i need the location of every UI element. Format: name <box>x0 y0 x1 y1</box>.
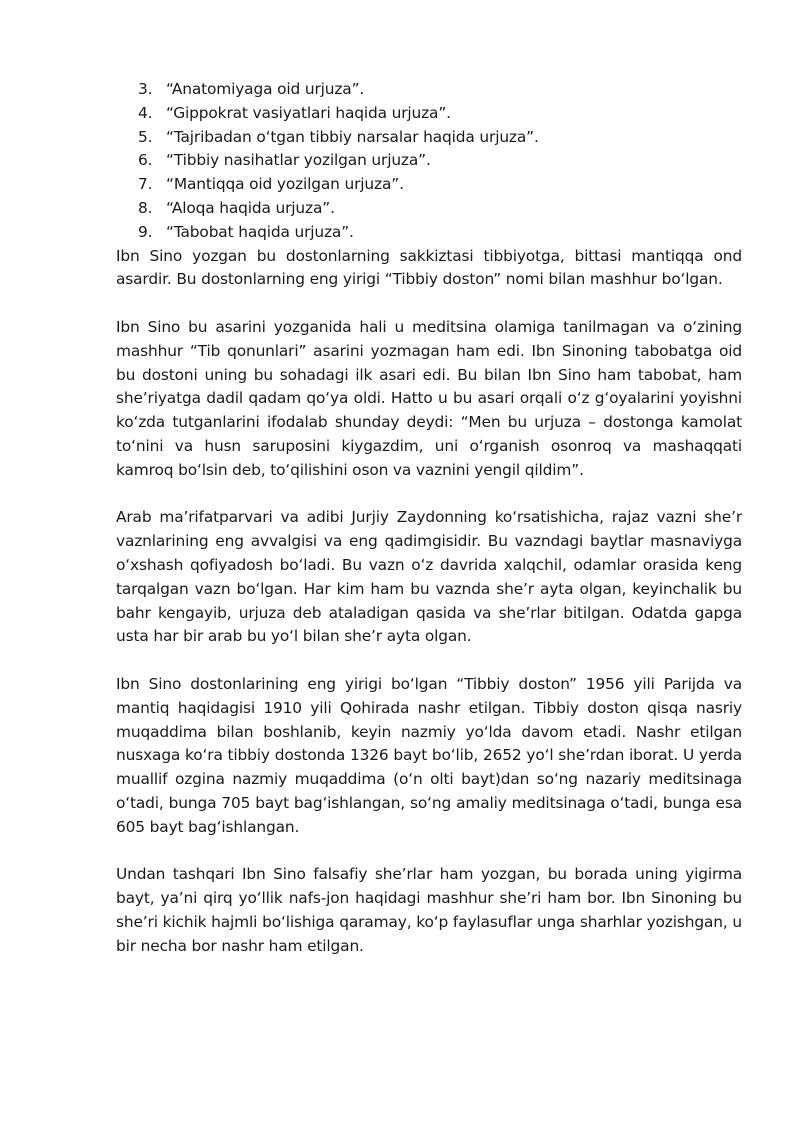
document-page <box>116 78 742 982</box>
list-item <box>138 78 742 102</box>
list-item <box>138 197 742 221</box>
paragraph-3: Arab maʼrifatparvari va adibi Jurjiy Zaydonning koʻrsatishicha, rajaz vazni sheʼr vaznlarining eng avvalgisi va eng qadimgisidir. Bu vazndagi baytlar masnaviyga oʻxshash qofiyadosh boʻladi. Bu vazn oʻz davrida xalqchil, odamlar orasida keng tarqalgan vazn boʻlgan. Har kim ham bu vaznda sheʼr ayta olgan, keyinchalik bu bahr kengayib, urjuza deb ataladigan qasida va sheʼrlar bitilgan. Odatda gapga usta har bir arab bu yoʻl bilan sheʼr ayta olgan. <box>116 508 742 646</box>
numbered-list <box>116 78 742 245</box>
paragraph-2: Ibn Sino bu asarini yozganida hali u meditsina olamiga tanilmagan va oʻzining mashhur “Tib qonunlari” asarini yozmagan ham edi. Ibn Sinoning tabobatga oid bu dostoni uning bu sohadagi ilk asari edi. Bu bilan Ibn Sino ham tabobat, ham sheʼriyatga dadil qadam qoʻya oldi. Hatto u bu asari orqali oʻz gʻoyalarini yoyishni koʻzda tutganlarini ifodalab shunday deydi: “Men bu urjuza – dostonga kamolat toʻnini va husn saruposini kiygazdim, uni oʻrganish osonroq va mashaqqati kamroq boʻlsin deb, toʻqilishini oson va vaznini yengil qildim”. <box>116 317 742 479</box>
list-item-number: 3. <box>138 80 153 98</box>
paragraph-5: Undan tashqari Ibn Sino falsafiy sheʼrlar ham yozgan, bu borada uning yigirma bayt, yaʼni qirq yoʻllik nafs-jon haqidagi mashhur sheʼri ham bor. Ibn Sinoning bu sheʼri kichik hajmli boʻlishiga qaramay, koʻp faylasuflar unga sharhlar yozishgan, u bir necha bor nashr ham etilgan. <box>116 865 742 955</box>
list-item <box>138 149 742 173</box>
list-item-text: “Tabobat haqida urjuza”. <box>166 222 354 241</box>
paragraph-1: Ibn Sino yozgan bu dostonlarning sakkiztasi tibbiyotga, bittasi mantiqqa ond asardir. Bu dostonlarning eng yirigi “Tibbiy doston” nomi bilan mashhur boʻlgan. <box>116 246 742 289</box>
list-item <box>138 221 742 245</box>
list-item <box>138 126 742 150</box>
list-item-text: “Mantiqqa oid yozilgan urjuza”. <box>166 175 404 194</box>
list-item-number: 7. <box>138 175 153 194</box>
list-item-number: 8. <box>138 198 153 217</box>
list-item <box>138 102 742 126</box>
paragraph-4: Ibn Sino dostonlarining eng yirigi boʻlgan “Tibbiy doston” 1956 yili Parijda va mantiq haqidagisi 1910 yili Qohirada nashr etilgan. Tibbiy doston qisqa nasriy muqaddima bilan boshlanib, keyin nazmiy yoʻlda davom etadi. Nashr etilgan nusxaga koʻra tibbiy dostonda 1326 bayt boʻlib, 2652 yoʻl sheʼrdan iborat. U yerda muallif ozgina nazmiy muqaddima (oʻn olti bayt)dan soʻng nazariy meditsinaga oʻtadi, bunga 705 bayt bagʻishlangan, soʻng amaliy meditsinaga oʻtadi, bunga esa 605 bayt bagʻishlangan. <box>116 674 742 836</box>
list-item-text: “Tajribadan oʻtgan tibbiy narsalar haqida urjuza”. <box>166 127 539 146</box>
list-item-number: 5. <box>138 127 153 146</box>
list-item-text: “Anatomiyaga oid urjuza”. <box>166 80 365 98</box>
list-item-number: 4. <box>138 103 153 122</box>
list-item-text: “Gippokrat vasiyatlari haqida urjuza”. <box>166 103 451 122</box>
list-item-text: “Aloqa haqida urjuza”. <box>166 198 335 217</box>
list-item <box>138 173 742 197</box>
list-item-number: 9. <box>138 222 153 241</box>
list-item-number: 6. <box>138 151 153 170</box>
list-item-text: “Tibbiy nasihatlar yozilgan urjuza”. <box>166 151 431 170</box>
